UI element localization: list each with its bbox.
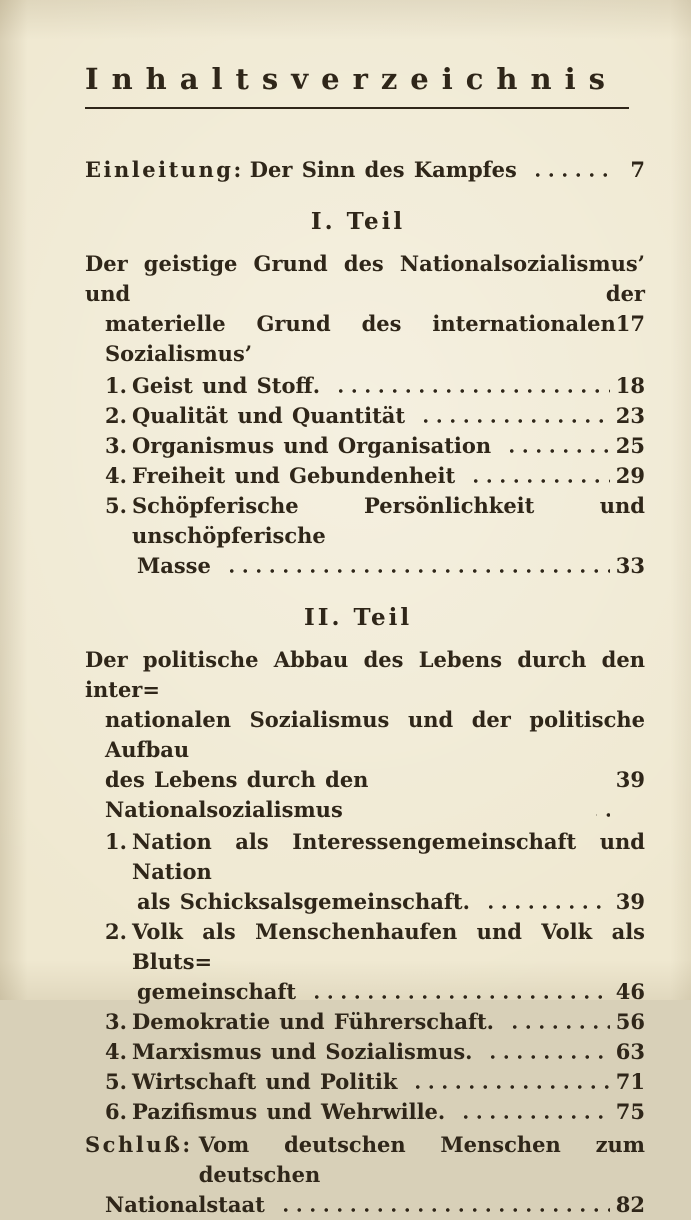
toc-line: [85, 705, 645, 765]
entry-text: Qualität und Quantität: [132, 402, 406, 428]
toc-item: [85, 1007, 645, 1037]
toc-line: [85, 917, 645, 977]
page-number: 29: [615, 462, 645, 488]
toc-item: [85, 827, 645, 917]
part-heading: [85, 205, 631, 239]
dot-leader: [329, 371, 610, 401]
entry-text: als Schicksalsgemeinschaft.: [137, 888, 470, 914]
dot-leader: [481, 1037, 609, 1067]
toc-line: [85, 401, 645, 431]
dot-leader: [596, 765, 610, 825]
entry-text: Masse: [137, 552, 211, 578]
page-number: 23: [615, 402, 645, 428]
toc-item: [85, 1097, 645, 1127]
item-number: 5.: [105, 492, 127, 518]
item-number: 6.: [105, 1098, 127, 1124]
toc-line: [85, 1190, 645, 1220]
toc-entry: [85, 645, 645, 825]
toc-entry: [85, 249, 645, 369]
entry-text: Wirtschaft und Politik: [132, 1068, 398, 1094]
item-number: 3.: [105, 432, 127, 458]
entry-text: Demokratie und Führerschaft.: [132, 1008, 494, 1034]
page-number: 7: [630, 156, 645, 182]
part-heading: [85, 601, 631, 635]
entry-text: Freiheit und Gebundenheit: [132, 462, 456, 488]
dot-leader: [274, 1190, 610, 1220]
dot-leader: [500, 431, 610, 461]
toc-item: [85, 431, 645, 461]
toc-line: [85, 371, 645, 401]
toc-line: [85, 977, 645, 1007]
toc-entry: [85, 155, 645, 185]
part-heading-label: I. Teil: [310, 207, 406, 235]
entry-text: Nation als Interessengemeinschaft und Nation: [132, 828, 645, 884]
entry-lead-word: Schluß:: [85, 1131, 193, 1157]
toc-line: [85, 1130, 645, 1190]
toc-line: [85, 249, 645, 309]
toc-item: [85, 491, 645, 581]
toc-line: [85, 431, 645, 461]
item-number: 1.: [105, 372, 127, 398]
entry-text: Organismus und Organisation: [132, 432, 492, 458]
item-number: 2.: [105, 402, 127, 428]
entry-text: Volk als Menschenhaufen und Volk als Bluts=: [132, 918, 645, 974]
dot-leader: [454, 1097, 610, 1127]
page-number: 82: [615, 1191, 645, 1217]
page-number: 18: [615, 372, 645, 398]
entry-text: Schöpferische Persönlichkeit und unschöpferische: [132, 492, 645, 548]
toc-line: [85, 1097, 645, 1127]
toc-line: [85, 827, 645, 887]
dot-leader: [414, 401, 610, 431]
entry-text: Der politische Abbau des Lebens durch den inter=: [85, 646, 645, 702]
entry-text: Der Sinn des Kampfes: [249, 156, 517, 182]
toc-line: [85, 491, 645, 551]
item-number: 5.: [105, 1068, 127, 1094]
page-number: 33: [615, 552, 645, 578]
toc-item: [85, 461, 645, 491]
page-number: 63: [615, 1038, 645, 1064]
dot-leader: [526, 155, 613, 185]
toc-line: [85, 1067, 645, 1097]
item-number: 1.: [105, 828, 127, 854]
page-header: [85, 64, 645, 109]
toc-line: [85, 155, 645, 185]
table-of-contents: [85, 155, 645, 1220]
page-number: 39: [615, 766, 645, 792]
dot-leader: [305, 977, 610, 1007]
toc-line: [85, 551, 645, 581]
page-number: 56: [615, 1008, 645, 1034]
toc-line: [85, 461, 645, 491]
toc-line: [85, 765, 645, 825]
item-number: 4.: [105, 1038, 127, 1064]
item-number: 4.: [105, 462, 127, 488]
item-number: 3.: [105, 1008, 127, 1034]
page-number: 46: [615, 978, 645, 1004]
toc-line: [85, 1007, 645, 1037]
entry-text: gemeinschaft: [137, 978, 297, 1004]
dot-leader: [479, 887, 610, 917]
entry-text: nationalen Sozialismus und der politische Aufbau: [105, 706, 645, 762]
toc-line: [85, 309, 645, 369]
toc-item: [85, 401, 645, 431]
part-heading-label: II. Teil: [303, 603, 413, 631]
item-number: 2.: [105, 918, 127, 944]
dot-leader: [406, 1067, 609, 1097]
entry-text: Pazifismus und Wehrwille.: [132, 1098, 446, 1124]
page-number: 25: [615, 432, 645, 458]
toc-item: [85, 371, 645, 401]
toc-line: [85, 887, 645, 917]
page-number: 39: [615, 888, 645, 914]
entry-text: materielle Grund des internationalen Sozialismus’: [105, 310, 616, 366]
toc-item: [85, 1067, 645, 1097]
page-number: 17: [615, 310, 645, 336]
entry-lead-word: Einleitung:: [85, 156, 244, 182]
entry-text: Vom deutschen Menschen zum deutschen: [198, 1131, 645, 1187]
toc-item: [85, 917, 645, 1007]
entry-text: Geist und Stoff.: [132, 372, 321, 398]
toc-line: [85, 1037, 645, 1067]
dot-leader: [503, 1007, 610, 1037]
entry-text: Marxismus und Sozialismus.: [132, 1038, 473, 1064]
page-number: 71: [615, 1068, 645, 1094]
dot-leader: [220, 551, 610, 581]
entry-text: Nationalstaat: [105, 1191, 265, 1217]
page-number: 75: [615, 1098, 645, 1124]
entry-text: Der geistige Grund des Nationalsozialismus’ und der: [85, 250, 645, 306]
toc-line: [85, 645, 645, 705]
page-title: Inhaltsverzeichnis: [85, 64, 629, 109]
entry-text: des Lebens durch den Nationalsozialismus: [105, 766, 369, 822]
toc-entry: [85, 1130, 645, 1220]
dot-leader: [464, 461, 610, 491]
toc-item: [85, 1037, 645, 1067]
